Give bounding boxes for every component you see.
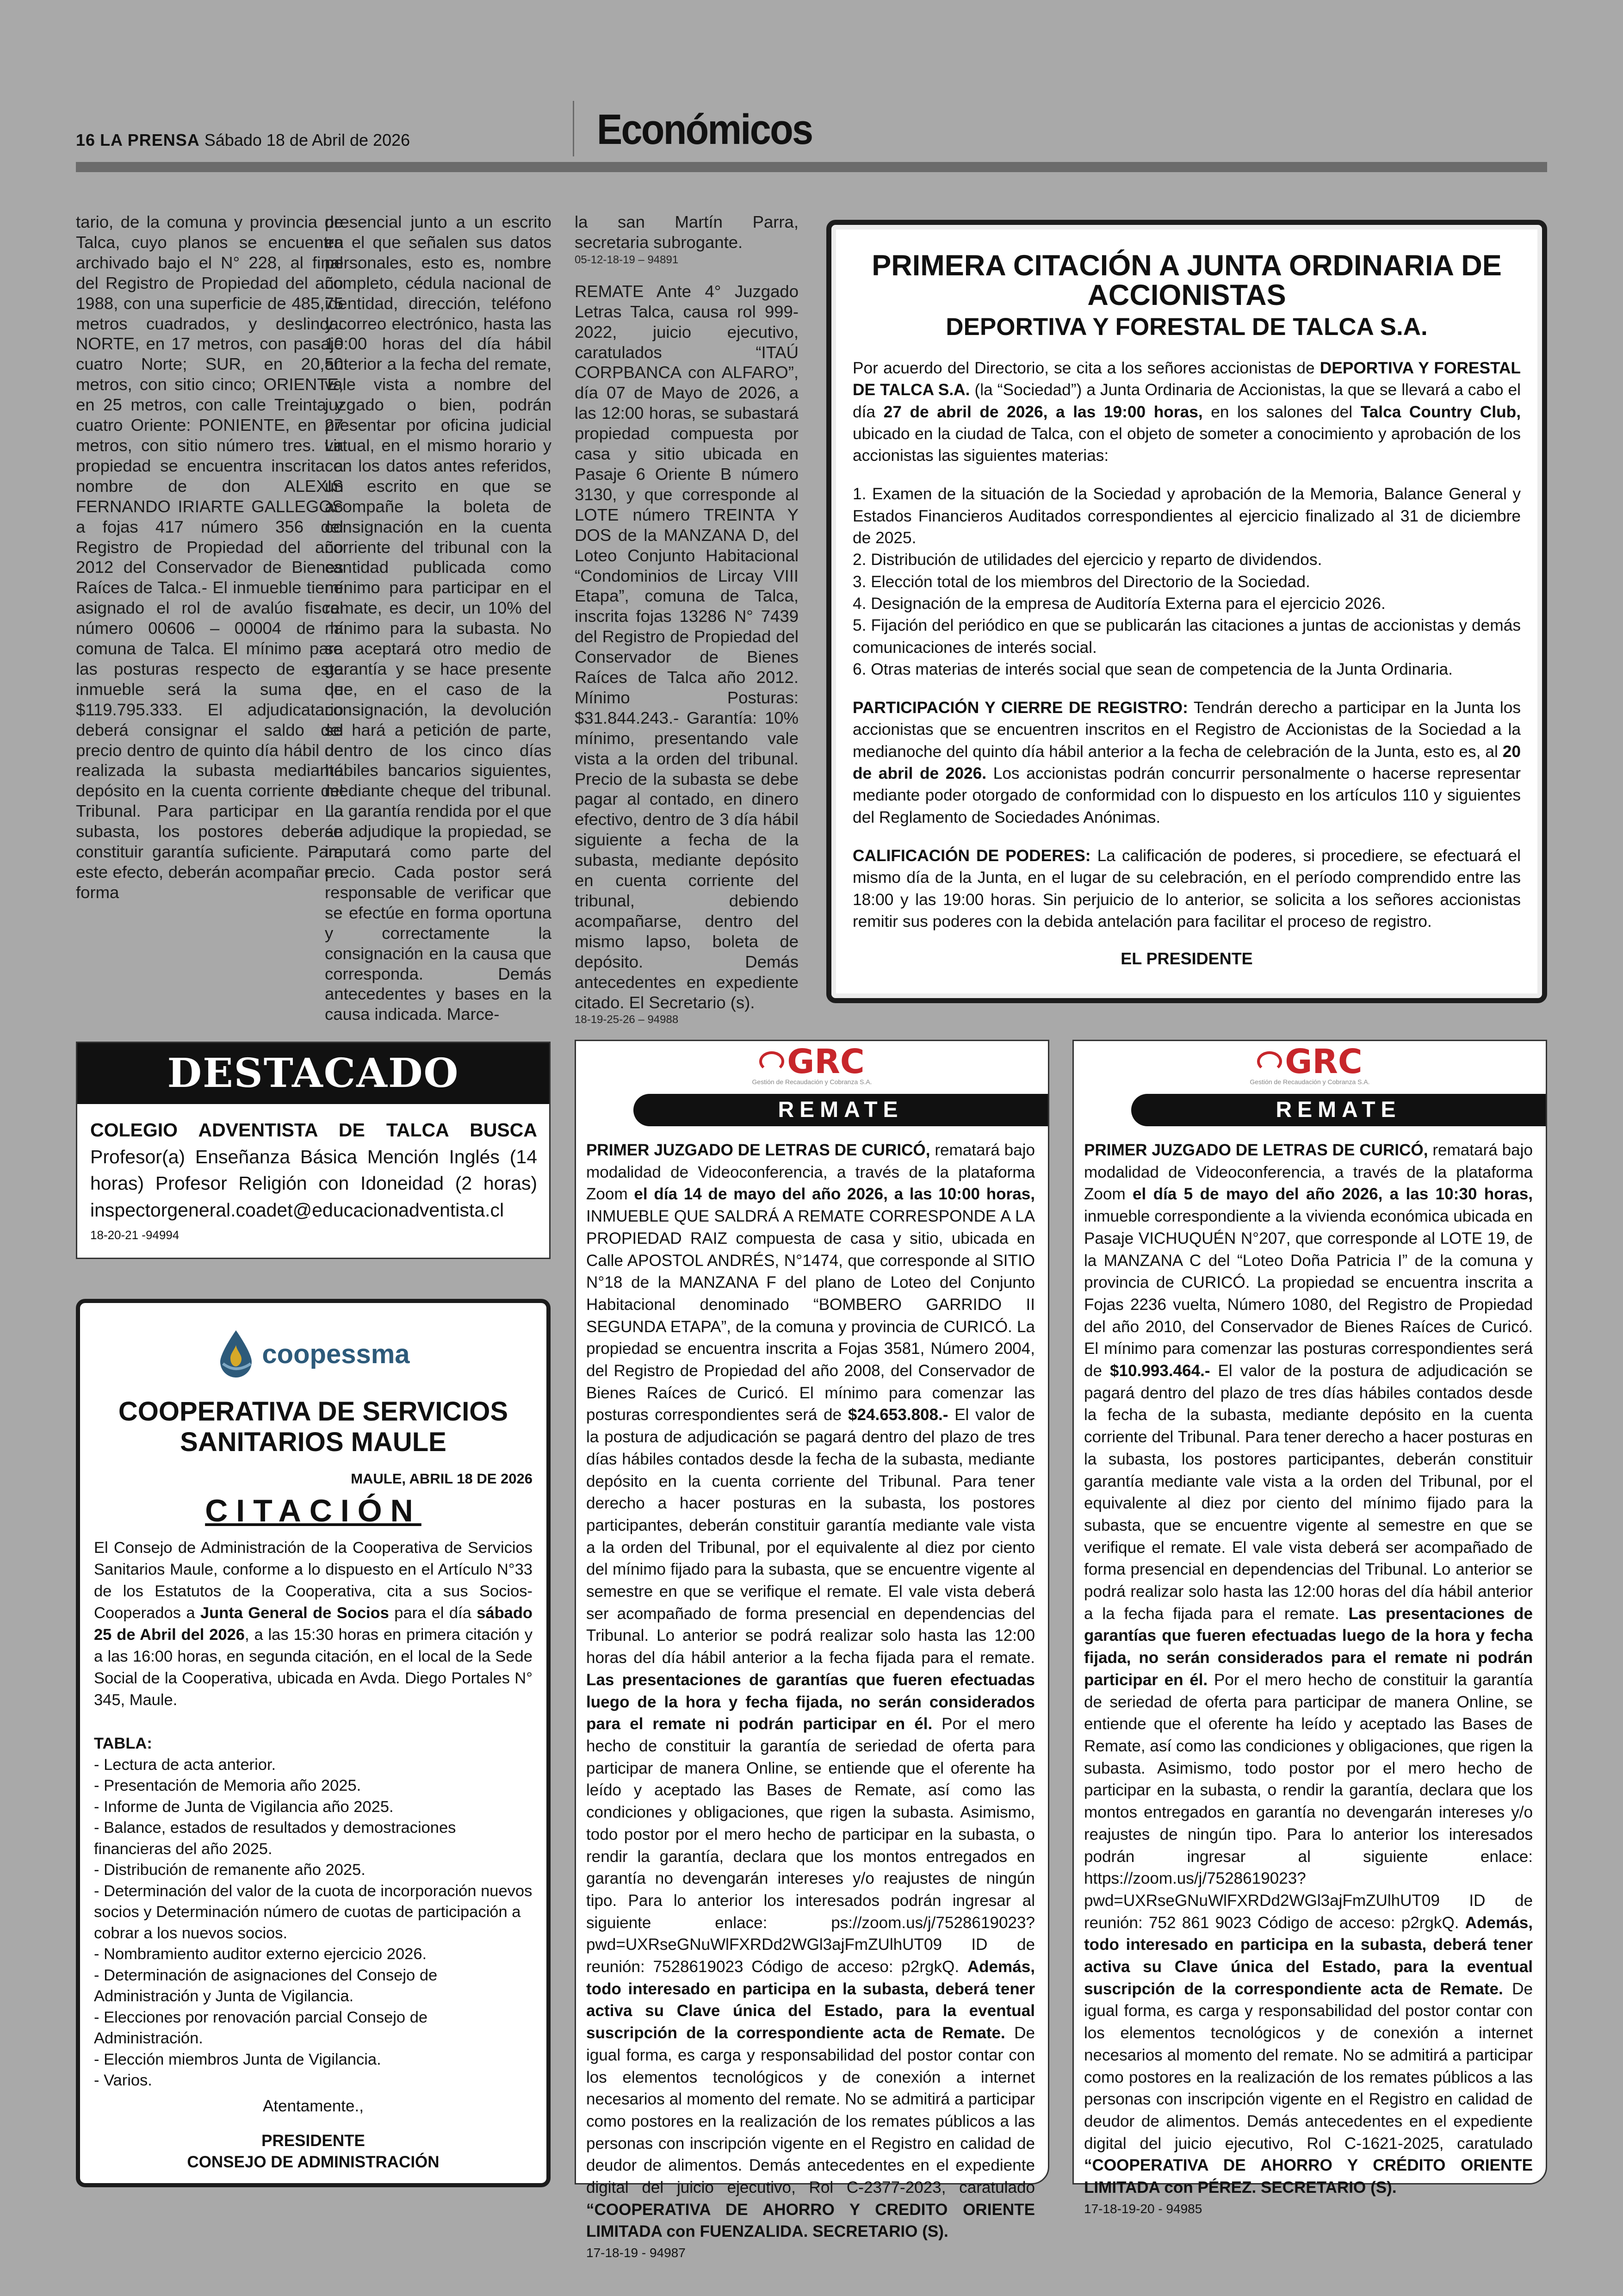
agenda-item: 4. Designación de la empresa de Auditoría Externa para el ejercicio 2026. [853, 594, 1386, 613]
coop-date: MAULE, ABRIL 18 DE 2026 [351, 1471, 533, 1487]
remate-text: PRIMER JUZGADO DE LETRAS DE CURICÓ, rematará bajo modalidad de Videoconferencia, a través de la plataforma Zoom el día 5 de mayo del año 2026, a las 10:30 horas, inmueble correspondiente a la vivienda económica ubicada en Pasaje VICHUQUÉN N°207, que corresponde al LOTE 19, de la MANZANA C del “Loteo Doña Patricia I” de la comuna y provincia de CURICÓ. La propiedad se encuentra inscrita a Fojas 2236 vuelta, Número 1080, del Registro de Propiedad del año 2010, del Conservador de Bienes Raíces de Curicó. El mínimo para comenzar las posturas correspondientes será de $10.993.464.- El valor de la postura de adjudicación se pagará dentro del plazo de tres días hábiles contados desde la fecha de la subasta, mediante depósito en la cuenta corriente del Tribunal. Para tener derecho a hacer posturas en la subasta, los postores participantes, deberán constituir garantía mediante vale vista a la orden del Tribunal, por el equivalente al diez por ciento del mínimo fijado para la subasta, que se encuentre vigente al semestre en que se verifique el remate. El vale vista deberá ser acompañado de forma presencial en dependencias del Tribunal. Lo anterior se podrá realizar solo hasta las 12:00 horas del día hábil anterior a la fecha fijada para el remate. Las presentaciones de garantías que fueren efectuadas luego de la hora y fecha fijada, no serán considerados para el remate ni podrán participar en él. Por el mero hecho de constituir la garantía de seriedad de oferta para participar de manera Online, se entiende que el oferente ha leído y aceptado las Bases de Remate, así como las condiciones y obligaciones, que rigen la subasta. Asimismo, todo postor por el mero hecho de participar en la subasta, o rendir la garantía, declara que los montos entregados en garantía no devengarán intereses y/o reajustes de ningún tipo. Para lo anterior los interesados podrán ingresar al siguiente enlace: https://zoom.us/j/7528619023?pwd=UXRseGNuWlFXRDd2WGl3ajFmZUlhUT09 ID de reunión: 752 861 9023 Código de acceso: p2rgkQ. Además, todo interesado en participa en la subasta, deberá tener activa su Clave única del Estado, para la eventual suscripción de la correspondiente acta de Remate. De igual forma, es carga y responsabilidad del postor contar con los elementos tecnológicos y de conexión a internet necesarios al momento del remate. No se admitirá a participar como postores en la realización de los remates públicos a las personas con inscripción vigente en el Registro en calidad de deudor de alimentos. Demás antecedentes en el expediente digital del juicio ejecutivo, Rol C-1621-2025, caratulado “COOPERATIVA DE AHORRO Y CRÉDITO ORIENTE LIMITADA con PÉREZ. SECRETARIO (S). [1084, 1141, 1533, 2197]
list-item: - Varios. [94, 2072, 152, 2089]
column-3-text-1: la san Martín Parra, secretaria subrogante. [575, 212, 799, 252]
destacado-ref: 18-20-21 -94994 [90, 1228, 180, 1242]
destacado-text: COLEGIO ADVENTISTA DE TALCA BUSCA Profesor(a) Enseñanza Básica Mención Inglés (14 horas) Profesor Religión con Idoneidad (2 horas) inspectorgeneral.coadet@educacionadventista.cl [90, 1119, 537, 1221]
citation-company: DEPORTIVA Y FORESTAL DE TALCA S.A. [946, 313, 1428, 341]
remate-ad-1 [575, 1040, 1049, 2260]
list-item: - Elección miembros Junta de Vigilancia. [94, 2050, 381, 2068]
citation-signature: EL PRESIDENTE [1121, 949, 1253, 968]
citation-body [853, 357, 1521, 932]
water-drop-icon [217, 1328, 255, 1379]
list-item: - Determinación de asignaciones del Consejo de Administración y Junta de Vigilancia. [94, 1966, 438, 2005]
column-3 [575, 212, 799, 1027]
coop-agenda-title: TABLA: [94, 1735, 152, 1752]
list-item: - Presentación de Memoria año 2025. [94, 1777, 361, 1794]
column-1 [76, 212, 343, 903]
column-3-ref-1: 05-12-18-19 – 94891 [575, 253, 679, 266]
column-2 [325, 212, 551, 1024]
remate-text: PRIMER JUZGADO DE LETRAS DE CURICÓ, rematará bajo modalidad de Videoconferencia, a través de la plataforma Zoom el día 14 de mayo del año 2026, a las 10:00 horas, INMUEBLE QUE SALDRÁ A REMATE CORRESPONDE A LA PROPIEDAD RAIZ compuesta de casa y sitio, ubicada en Calle APOSTOL ANDRÉS, N°1474, que corresponde al SITIO N°18 de la MANZANA F del plano de Loteo del Conjunto Habitacional denominado “BOMBERO GARRIDO II SEGUNDA ETAPA”, de la comuna y provincia de CURICÓ. La propiedad se encuentra inscrita a Fojas 3581, Número 2004, del Registro de Propiedad del año 2008, del Conservador de Bienes Raíces de Curicó. El mínimo para comenzar las posturas correspondientes será de $24.653.808.- El valor de la postura de adjudicación se pagará dentro del plazo de tres días hábiles contados desde la fecha de la subasta, mediante depósito en la cuenta corriente del Tribunal. Para tener derecho a hacer posturas en la subasta, los postores participantes, deberán constituir garantía mediante vale vista a la orden del Tribunal, por el equivalente al diez por ciento del mínimo fijado para la subasta, que se encuentre vigente al semestre en que se verifique el remate. El vale vista deberá ser acompañado de forma presencial en dependencias del Tribunal. Lo anterior se podrá realizar solo hasta las 12:00 horas del día hábil anterior a la fecha fijada para el remate. Las presentaciones de garantías que fueren efectuadas luego de la hora y fecha fijada, no serán considerados para el remate ni podrán participar en él. Por el mero hecho de constituir la garantía de seriedad de oferta para participar de manera Online, se entiende que el oferente ha leído y aceptado las Bases de Remate, así como las condiciones y obligaciones, que rigen la subasta. Asimismo, todo postor por el mero hecho de participar en la subasta, o rendir la garantía, declara que los montos entregados en garantía no devengarán intereses y/o reajustes de ningún tipo. Para lo anterior los interesados podrán ingresar al siguiente enlace: ps://zoom.us/j/7528619023?pwd=UXRseGNuWlFXRDd2WGl3ajFmZUlhUT09 ID de reunión: 7528619023 Código de acceso: p2rgkQ. Además, todo interesado en participa en la subasta, deberá tener activa su Clave única del Estado, para la eventual suscripción de la correspondiente acta de Remate. De igual forma, es carga y responsabilidad del postor contar con los elementos tecnológicos y de conexión a internet necesarios al momento del remate. No se admitirá a participar como postores en la realización de los remates públicos a las personas con inscripción vigente en el Registro en calidad de deudor de alimentos. Demás antecedentes en el expediente digital del juicio ejecutivo, Rol C-2377-2023, caratulado “COOPERATIVA DE AHORRO Y CREDITO ORIENTE LIMITADA con FUENZALIDA. SECRETARIO (S). [586, 1141, 1035, 2241]
citation-title: PRIMERA CITACIÓN A JUNTA ORDINARIA DE ACCIONISTAS [872, 249, 1502, 311]
agenda-item: 2. Distribución de utilidades del ejercicio y reparto de dividendos. [853, 551, 1322, 569]
coop-closing: Atentamente., [263, 2097, 364, 2115]
page-header-left [76, 130, 410, 150]
remate-ref: 17-18-19 - 94987 [586, 2246, 686, 2260]
junta-citation-box [826, 220, 1547, 1003]
list-item: - Balance, estados de resultados y demostraciones financieras del año 2025. [94, 1819, 456, 1858]
column-1-text: tario, de la comuna y provincia de Talca, cuyo planos se encuentra archivado bajo el N° 228, al final del Registro de Propiedad del año 1988, con una superficie de 485,75 metros cuadrados, y deslinda: NORTE, en 17 metros, con pasaje cuatro Norte; SUR, en 20,50 metros, con sitio cinco; ORIENTE, en 25 metros, con calle Treinta y cuatro Oriente: PONIENTE, en 27 metros, con sitio número tres. La propiedad se encuentra inscrita a nombre de don ALEXIS FERNANDO IRIARTE GALLEGOS a fojas 417 número 356 del Registro de Propiedad del año 2012 del Conservador de Bienes Raíces de Talca.- El inmueble tiene asignado el rol de avalúo fiscal número 00606 – 00004 de la comuna de Talca. El mínimo para las posturas respecto de este inmueble será la suma de $119.795.333. El adjudicatario deberá consignar el saldo del precio dentro de quinto día hábil de realizada la subasta mediante depósito en la cuenta corriente del Tribunal. Para participar en la subasta, los postores deberán constituir garantía suficiente. Para este efecto, deberán acompañar en forma [76, 212, 343, 902]
agenda-item: 3. Elección total de los miembros del Directorio de la Sociedad. [853, 572, 1310, 591]
grc-logo: GRC Gestión de Recaudación y Cobranza S.A. [752, 1042, 872, 1086]
list-item: - Nombramiento auditor externo ejercicio 2026. [94, 1945, 427, 1963]
citation-powers: CALIFICACIÓN DE PODERES: La calificación de poderes, si procediere, se efectuará el mismo día de la Junta, en el lugar de su celebración, en el período comprendido entre las 18:00 y las 19:00 horas. Sin perjuicio de lo anterior, se solicita a los señores accionistas remitir sus poderes con la debida antelación para facilitar el proceso de registro. [853, 846, 1521, 931]
header-separator [573, 101, 574, 156]
column-3-text-2: REMATE Ante 4° Juzgado Letras Talca, causa rol 999-2022, juicio ejecutivo, caratulados “ITAÚ CORPBANCA con ALFARO”, día 07 de Mayo de 2026, a las 12:00 horas, se subastará propiedad compuesta por casa y sitio ubicada en Pasaje 6 Oriente B número 3130, y que corresponde al LOTE número TREINTA Y DOS de la MANZANA D, del Loteo Conjunto Habitacional “Condominios de Lircay VIII Etapa”, comuna de Talca, inscrita fojas 13286 N° 7439 del Registro de Propiedad del Conservador de Bienes Raíces de Talca año 2012. Mínimo Posturas: $31.844.243.- Garantía: 10% mínimo, presentando vale vista a la orden del tribunal. Precio de la subasta se debe pagar al contado, en dinero efectivo, dentro de 3 día hábil siguiente a fecha de la subasta, mediante depósito en cuenta corriente del tribunal, debiendo acompañarse, dentro del mismo lapso, boleta de depósito. Demás antecedentes en expediente citado. El Secretario (s). [575, 281, 799, 1012]
agenda-item: 6. Otras materias de interés social que sean de competencia de la Junta Ordinaria. [853, 660, 1453, 678]
agenda-item: 5. Fijación del periódico en que se publicarán las citaciones a juntas de accionistas y demás comunicaciones de interés social. [853, 616, 1521, 657]
citation-intro: Por acuerdo del Directorio, se cita a los señores accionistas de DEPORTIVA Y FORESTAL DE TALCA S.A. (la “Sociedad”) a Junta Ordinaria de Accionistas, la que se llevará a cabo el día 27 de abril de 2026, a las 19:00 horas, en los salones del Talca Country Club, ubicado en la ciudad de Talca, con el objeto de someter a conocimiento y aprobación de los accionistas las siguientes materias: [853, 359, 1521, 465]
destacado-band: DESTACADO [77, 1043, 549, 1104]
newspaper-name: LA PRENSA [100, 130, 200, 149]
grc-mark-icon [759, 1051, 784, 1072]
grc-logo: GRC Gestión de Recaudación y Cobranza S.A. [1250, 1042, 1370, 1086]
remate-band: REMATE [633, 1094, 1048, 1126]
list-item: - Distribución de remanente año 2025. [94, 1861, 365, 1879]
destacado-ad [76, 1042, 551, 1259]
coopessma-logo: coopessma [94, 1326, 533, 1382]
issue-date: Sábado 18 de Abril de 2026 [204, 130, 410, 149]
agenda-item: 1. Examen de la situación de la Sociedad y aprobación de la Memoria, Balance General y Estados Financieros Auditados correspondientes al ejercicio finalizado al 31 de diciembre de 2025. [853, 485, 1521, 547]
remate-band: REMATE [1131, 1094, 1546, 1126]
grc-mark-icon [1257, 1051, 1282, 1072]
coop-body: El Consejo de Administración de la Cooperativa de Servicios Sanitarios Maule, conforme a lo dispuesto en el Artículo N°33 de los Estatutos de la Cooperativa, cita a sus Socios-Cooperados a Junta General de Socios para el día sábado 25 de Abril del 2026, a las 15:30 horas en primera citación y a las 16:00 horas, en segunda citación, en el local de la Sede Social de la Cooperativa, ubicada en Avda. Diego Portales N° 345, Maule. [94, 1539, 533, 1709]
citation-agenda [853, 483, 1521, 680]
coop-title: COOPERATIVA DE SERVICIOS SANITARIOS MAULE [118, 1396, 508, 1457]
coop-signature: PRESIDENTE CONSEJO DE ADMINISTRACIÓN [187, 2131, 440, 2171]
list-item: - Elecciones por renovación parcial Consejo de Administración. [94, 2008, 428, 2047]
page-number: 16 [76, 130, 96, 149]
citation-participation: PARTICIPACIÓN Y CIERRE DE REGISTRO: Tendrán derecho a participar en la Junta los accionistas que se encuentren inscritos en el Registro de Accionistas de la Sociedad a la medianoche del quinto día hábil anterior a la fecha de celebración de la Junta, esto es, al 20 de abril de 2026. Los accionistas podrán concurrir personalmente o hacerse representar mediante poder otorgado de conformidad con lo dispuesto en los artículos 110 y siguientes del Reglamento de Sociedades Anónimas. [853, 699, 1521, 826]
header-rule [76, 162, 1547, 172]
coop-agenda [94, 1733, 533, 2091]
section-title: Económicos [597, 106, 812, 153]
list-item: - Determinación del valor de la cuota de incorporación nuevos socios y Determinación número de cuotas de participación a cobrar a los nuevos socios. [94, 1882, 533, 1942]
column-3-ref-2: 18-19-25-26 – 94988 [575, 1013, 679, 1026]
remate-ad-2 [1072, 1040, 1547, 2216]
coop-heading: CITACIÓN [205, 1493, 421, 1528]
list-item: - Informe de Junta de Vigilancia año 2025. [94, 1798, 394, 1816]
remate-ref: 17-18-19-20 - 94985 [1084, 2201, 1202, 2216]
coopessma-citation [76, 1299, 551, 2187]
column-2-text: presencial junto a un escrito en el que señalen sus datos personales, esto es, nombre completo, cédula nacional de identidad, dirección, teléfono y correo electrónico, hasta las 10:00 horas del día hábil anterior a la fecha del remate, vale vista a nombre del juzgado o bien, podrán presentar por oficina judicial virtual, en el mismo horario y con los datos antes referidos, un escrito en que se acompañe la boleta de consignación en la cuenta corriente del tribunal con la cantidad publicada como mínimo para participar en el remate, es decir, un 10% del mínimo para la subasta. No se aceptará otro medio de garantía y se hace presente que, en el caso de la consignación, la devolución se hará a petición de parte, dentro de los cinco días hábiles bancarios siguientes, mediante cheque del tribunal. La garantía rendida por el que se adjudique la propiedad, se imputará como parte del precio. Cada postor será responsable de verificar que se efectúe en forma oportuna y correctamente la consignación en la causa que corresponda. Demás antecedentes y bases en la causa indicada. Marce- [325, 212, 551, 1024]
list-item: - Lectura de acta anterior. [94, 1756, 276, 1774]
